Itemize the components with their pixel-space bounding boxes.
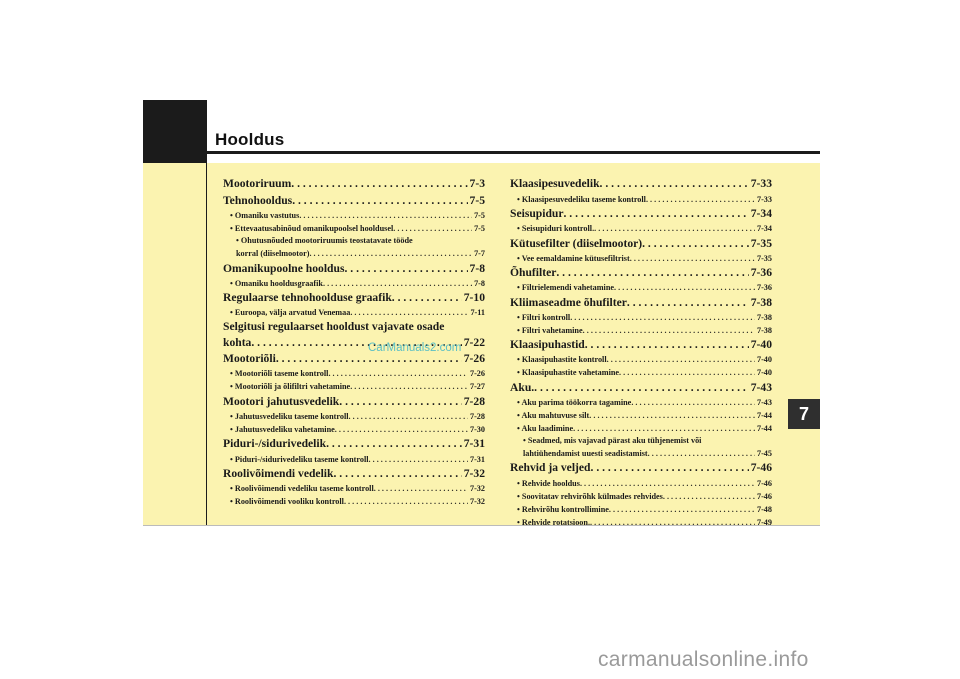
toc-page-number: 7-5 bbox=[474, 211, 485, 221]
toc-section-entry[interactable] bbox=[223, 176, 485, 192]
toc-entry-label: • Rehvide rotatsioon. bbox=[517, 517, 590, 527]
toc-entry-label: • Soovitatav rehvirõhk külmades rehvides bbox=[517, 491, 663, 501]
toc-page-number: 7-32 bbox=[463, 467, 485, 480]
toc-leader-dots bbox=[350, 380, 468, 393]
toc-page-number: 7-8 bbox=[469, 261, 485, 275]
toc-entry-label: • Aku mahtuvuse silt bbox=[517, 411, 590, 421]
toc-page-number: 7-33 bbox=[756, 194, 772, 204]
toc-entry-label: • Ettevaatusabinõud omanikupoolsel hooldusel bbox=[230, 224, 394, 234]
toc-leader-dots bbox=[583, 324, 755, 337]
toc-entry-label: • Filtri vahetamine bbox=[517, 325, 583, 335]
toc-leader-dots bbox=[570, 311, 755, 324]
toc-subsection-entry[interactable] bbox=[510, 324, 772, 337]
toc-subsection-entry[interactable] bbox=[510, 193, 772, 206]
toc-subsection-entry[interactable] bbox=[223, 453, 485, 466]
toc-subsection-entry[interactable] bbox=[510, 396, 772, 409]
toc-entry-label: • Omaniku vastutus bbox=[230, 211, 300, 221]
toc-leader-dots bbox=[350, 306, 468, 319]
toc-entry-label: • Piduri-/sidurivedeliku taseme kontroll bbox=[230, 454, 369, 464]
toc-entry-label: Rehvid ja veljed bbox=[510, 461, 591, 475]
toc-section-entry[interactable] bbox=[223, 394, 485, 410]
toc-page-number: 7-5 bbox=[474, 224, 485, 234]
toc-leader-dots bbox=[594, 222, 755, 235]
toc-entry-label: Kütusefilter (diiselmootor) bbox=[510, 236, 643, 250]
toc-subsection-entry[interactable] bbox=[510, 252, 772, 265]
toc-subsection-entry[interactable] bbox=[223, 495, 485, 508]
toc-entry-label: • Omaniku hooldusgraafik bbox=[230, 278, 323, 288]
toc-page-number: 7-38 bbox=[756, 325, 772, 335]
corner-block bbox=[143, 100, 206, 163]
toc-subsection-entry[interactable] bbox=[223, 222, 485, 235]
page-title: Hooldus bbox=[215, 130, 285, 149]
toc-leader-dots bbox=[564, 206, 749, 222]
toc-entry-label: • Seisupiduri kontroll. bbox=[517, 224, 595, 234]
toc-leader-dots bbox=[349, 410, 468, 423]
toc-leader-dots bbox=[630, 252, 755, 265]
toc-page-number: 7-31 bbox=[463, 437, 485, 451]
toc-leader-dots bbox=[292, 193, 467, 209]
toc-page-number: 7-7 bbox=[474, 249, 485, 259]
toc-page-number: 7-28 bbox=[463, 394, 485, 408]
toc-page-number: 7-22 bbox=[463, 335, 485, 349]
toc-page-number: 7-11 bbox=[470, 308, 485, 318]
toc-page-number: 7-34 bbox=[750, 206, 772, 220]
toc-page-number: 7-38 bbox=[750, 295, 772, 309]
toc-page-number: 7-3 bbox=[469, 177, 485, 191]
toc-page-number: 7-26 bbox=[469, 369, 485, 379]
toc-entry-label: Seisupidur bbox=[510, 206, 564, 220]
toc-leader-dots bbox=[607, 353, 755, 366]
toc-subsection-entry[interactable] bbox=[510, 353, 772, 366]
toc-page-number: 7-44 bbox=[756, 411, 772, 421]
toc-leader-dots bbox=[590, 516, 755, 529]
toc-page-number: 7-31 bbox=[469, 454, 485, 464]
watermark: CarManuals2.com bbox=[368, 342, 462, 354]
toc-entry-label: Õhufilter bbox=[510, 266, 557, 280]
toc-right-column bbox=[510, 176, 772, 529]
toc-leader-dots bbox=[326, 436, 462, 452]
toc-leader-dots bbox=[585, 337, 749, 353]
toc-entry-label: korral (diiselmootor) bbox=[236, 249, 310, 259]
toc-entry-label: • Klaasipesuvedeliku taseme kontroll bbox=[517, 194, 646, 204]
toc-subsection-entry[interactable] bbox=[510, 503, 772, 516]
toc-page-number: 7-32 bbox=[469, 497, 485, 507]
toc-subsection-entry[interactable] bbox=[510, 477, 772, 490]
margin-rule bbox=[206, 100, 207, 525]
toc-page-number: 7-46 bbox=[750, 461, 772, 475]
toc-leader-dots bbox=[392, 290, 462, 306]
toc-section-entry[interactable] bbox=[223, 436, 485, 452]
toc-leader-dots bbox=[344, 261, 467, 277]
toc-page-number: 7-35 bbox=[750, 236, 772, 250]
toc-entry-line: • Ohutusnõuded mootoriruumis teostatavate tööde bbox=[236, 236, 413, 246]
toc-page-number: 7-32 bbox=[469, 484, 485, 494]
toc-page-number: 7-30 bbox=[469, 425, 485, 435]
toc-leader-dots bbox=[339, 394, 461, 410]
toc-leader-dots bbox=[589, 409, 755, 422]
title-rule bbox=[207, 151, 820, 154]
toc-page-number: 7-40 bbox=[756, 368, 772, 378]
toc-entry-label: • Filtri kontroll bbox=[517, 312, 571, 322]
toc-leader-dots bbox=[580, 477, 755, 490]
toc-subsection-entry[interactable] bbox=[510, 409, 772, 422]
toc-entry-label: • Filtrielemendi vahetamine bbox=[517, 283, 615, 293]
toc-entry-label: Mootoriruum bbox=[223, 177, 292, 191]
toc-entry-label: Roolivõimendi vedelik bbox=[223, 467, 334, 480]
toc-entry-label: Tehnohooldus bbox=[223, 193, 293, 207]
toc-leader-dots bbox=[299, 209, 472, 222]
toc-subsection-entry[interactable] bbox=[510, 447, 772, 460]
toc-entry-label: Piduri-/sidurivedelik bbox=[223, 437, 327, 451]
toc-leader-dots bbox=[642, 236, 749, 252]
toc-subsection-entry[interactable] bbox=[223, 277, 485, 290]
toc-leader-dots bbox=[333, 466, 461, 482]
toc-leader-dots bbox=[614, 281, 755, 294]
toc-page-number: 7-10 bbox=[463, 291, 485, 305]
toc-leader-dots bbox=[631, 396, 755, 409]
toc-entry-label: • Euroopa, välja arvatud Venemaa bbox=[230, 308, 351, 318]
toc-entry-label: • Roolivõimendi vooliku kontroll bbox=[230, 497, 344, 507]
toc-entry-line: • Seadmed, mis vajavad pärast aku tühjenemist või bbox=[523, 436, 702, 446]
toc-entry-label: • Jahutusvedeliku taseme kontroll bbox=[230, 412, 349, 422]
toc-page-number: 7-35 bbox=[756, 253, 772, 263]
toc-entry-label: Mootoriõli bbox=[223, 352, 276, 366]
toc-page-number: 7-27 bbox=[469, 382, 485, 392]
toc-page-number: 7-33 bbox=[750, 177, 772, 191]
toc-section-entry[interactable] bbox=[223, 193, 485, 209]
toc-page-number: 7-40 bbox=[750, 338, 772, 352]
toc-leader-dots bbox=[374, 482, 468, 495]
toc-leader-dots bbox=[600, 176, 749, 192]
toc-subsection-entry[interactable] bbox=[510, 281, 772, 294]
toc-page-number: 7-36 bbox=[756, 283, 772, 293]
toc-leader-dots bbox=[534, 380, 749, 396]
toc-entry-label: Aku. bbox=[510, 380, 535, 394]
toc-leader-dots bbox=[393, 222, 472, 235]
toc-section-entry[interactable] bbox=[510, 337, 772, 353]
toc-page-number: 7-28 bbox=[469, 412, 485, 422]
toc-leader-dots bbox=[619, 366, 755, 379]
toc-entry-label: lahtiühendamist uuesti seadistamist bbox=[523, 449, 648, 459]
toc-entry-label: • Aku laadimine bbox=[517, 424, 574, 434]
toc-section-entry[interactable] bbox=[223, 466, 485, 482]
toc-subsection-entry[interactable] bbox=[510, 490, 772, 503]
toc-subsection-entry[interactable] bbox=[223, 380, 485, 393]
toc-entry-label: • Mootoriõli taseme kontroll bbox=[230, 369, 329, 379]
toc-subsection-entry[interactable] bbox=[223, 367, 485, 380]
toc-entry-label: Klaasipesuvedelik bbox=[510, 177, 600, 191]
toc-leader-dots bbox=[335, 423, 468, 436]
toc-page-number: 7-46 bbox=[756, 478, 772, 488]
toc-subsection-entry[interactable] bbox=[223, 410, 485, 423]
toc-section-entry[interactable] bbox=[510, 295, 772, 311]
toc-page-number: 7-34 bbox=[756, 224, 772, 234]
toc-leader-dots bbox=[591, 460, 749, 476]
toc-subsection-entry[interactable] bbox=[510, 311, 772, 324]
toc-subsection-entry[interactable] bbox=[223, 482, 485, 495]
toc-entry-label: Mootori jahutusvedelik bbox=[223, 394, 340, 408]
toc-page-number: 7-43 bbox=[756, 398, 772, 408]
toc-leader-dots bbox=[323, 277, 472, 290]
toc-entry-label: • Aku parima töökorra tagamine bbox=[517, 398, 632, 408]
toc-entry-label: • Mootoriõli ja õlifiltri vahetamine bbox=[230, 382, 351, 392]
toc-leader-dots bbox=[573, 422, 755, 435]
toc-entry-label: Klaasipuhastid bbox=[510, 338, 585, 352]
toc-subsection-entry[interactable] bbox=[510, 516, 772, 529]
toc-leader-dots bbox=[648, 447, 755, 460]
toc-page-number: 7-26 bbox=[463, 352, 485, 366]
toc-leader-dots bbox=[309, 247, 472, 260]
toc-section-entry[interactable] bbox=[223, 261, 485, 277]
toc-subsection-entry[interactable] bbox=[223, 306, 485, 319]
toc-leader-dots bbox=[627, 295, 749, 311]
toc-section-entry[interactable] bbox=[510, 265, 772, 281]
toc-entry-label: • Roolivõimendi vedeliku taseme kontroll bbox=[230, 484, 374, 494]
toc-entry-label: • Vee eemaldamine kütusefiltrist bbox=[517, 253, 630, 263]
toc-subsection-entry[interactable] bbox=[223, 423, 485, 436]
toc-entry-label: Omanikupoolne hooldus bbox=[223, 261, 345, 275]
toc-page-number: 7-5 bbox=[469, 193, 485, 207]
toc-page-number: 7-44 bbox=[756, 424, 772, 434]
toc-entry-label: kohta bbox=[223, 335, 252, 349]
toc-leader-dots bbox=[344, 495, 468, 508]
toc-page-number: 7-49 bbox=[756, 517, 772, 527]
toc-subsection-entry[interactable] bbox=[510, 222, 772, 235]
toc-page-number: 7-48 bbox=[756, 504, 772, 514]
toc-subsection-entry[interactable] bbox=[223, 247, 485, 260]
toc-subsection-entry[interactable] bbox=[510, 422, 772, 435]
footer-watermark: carmanualsonline.info bbox=[598, 648, 809, 671]
toc-entry-label: Kliimaseadme õhufilter bbox=[510, 295, 627, 309]
chapter-tab: 7 bbox=[788, 399, 820, 429]
toc-section-entry[interactable] bbox=[510, 206, 772, 222]
toc-section-entry[interactable] bbox=[510, 236, 772, 252]
toc-section-entry[interactable] bbox=[223, 290, 485, 306]
toc-entry-label: • Klaasipuhastite vahetamine bbox=[517, 368, 620, 378]
toc-leader-dots bbox=[328, 367, 468, 380]
toc-leader-dots bbox=[291, 176, 467, 192]
toc-entry-label: Regulaarse tehnohoolduse graafik bbox=[223, 291, 392, 305]
toc-page-number: 7-40 bbox=[756, 355, 772, 365]
toc-leader-dots bbox=[663, 490, 755, 503]
toc-leader-dots bbox=[646, 193, 755, 206]
toc-subsection-entry[interactable] bbox=[510, 366, 772, 379]
toc-subsection-entry[interactable] bbox=[223, 209, 485, 222]
toc-entry-label: • Rehvide hooldus bbox=[517, 478, 580, 488]
toc-leader-dots bbox=[369, 453, 468, 466]
toc-entry-label: • Jahutusvedeliku vahetamine bbox=[230, 425, 335, 435]
toc-entry-label: • Rehvirõhu kontrollimine bbox=[517, 504, 609, 514]
toc-section-entry[interactable] bbox=[510, 460, 772, 476]
toc-page-number: 7-36 bbox=[750, 266, 772, 280]
toc-section-entry[interactable] bbox=[510, 176, 772, 192]
toc-entry-line: Selgitusi regulaarset hooldust vajavate osade bbox=[223, 320, 445, 334]
toc-page-number: 7-46 bbox=[756, 491, 772, 501]
toc-section-entry[interactable] bbox=[510, 380, 772, 396]
toc-leader-dots bbox=[556, 265, 748, 281]
toc-page-number: 7-38 bbox=[756, 312, 772, 322]
toc-page-number: 7-45 bbox=[756, 449, 772, 459]
toc-entry-label: • Klaasipuhastite kontroll bbox=[517, 355, 607, 365]
toc-page-number: 7-43 bbox=[750, 380, 772, 394]
toc-leader-dots bbox=[609, 503, 755, 516]
toc-page-number: 7-8 bbox=[474, 278, 485, 288]
